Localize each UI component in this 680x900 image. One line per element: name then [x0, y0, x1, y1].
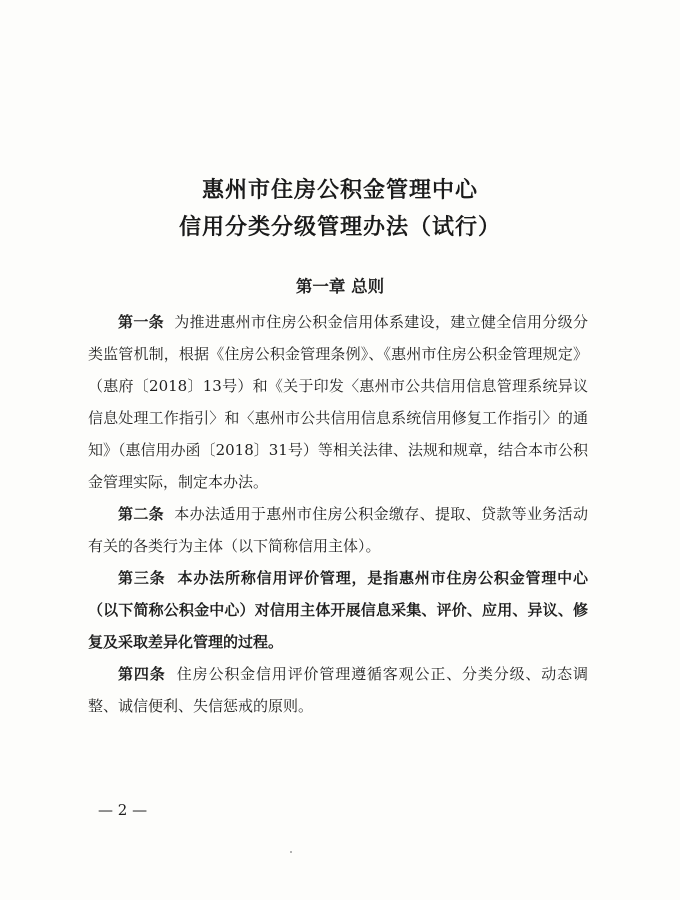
title-line-1: 惠州市住房公积金管理中心	[201, 178, 478, 203]
article-3-text: 本办法所称信用评价管理，是指惠州市住房公积金管理中心（以下简称公积金中心）对信用主体开展信息采集、评价、应用、异议、修复及采取差异化管理的过程。	[88, 569, 588, 651]
article-1-text: 为推进惠州市住房公积金信用体系建设，建立健全信用分级分类监管机制，根据《住房公积金管理条例》、《惠州市住房公积金管理规定》（惠府〔2018〕13号）和《关于印发〈惠州市公共信用信息管理系统异议信息处理工作指引〉和〈惠州市公共信用信息系统信用修复工作指引〉的通知》（惠信用办函〔2018〕31号）等相关法律、法规和规章，结合本市公积金管理实际，制定本办法。	[88, 313, 588, 491]
article-4-label: 第四条	[118, 665, 166, 683]
title-line-2: 信用分类分级管理办法（试行）	[178, 215, 501, 240]
scan-speck	[290, 851, 292, 853]
article-1-label: 第一条	[118, 313, 165, 331]
article-1	[88, 306, 588, 498]
document-body	[88, 306, 588, 722]
article-2-text: 本办法适用于惠州市住房公积金缴存、提取、贷款等业务活动有关的各类行为主体（以下简称信用主体）。	[88, 505, 588, 555]
article-4	[88, 658, 588, 722]
page-number: — 2 —	[98, 801, 148, 819]
article-3-label: 第三条	[118, 569, 166, 587]
article-2-label: 第二条	[118, 505, 165, 523]
document-title	[0, 172, 680, 246]
article-4-text: 住房公积金信用评价管理遵循客观公正、分类分级、动态调整、诚信便利、失信惩戒的原则。	[88, 665, 588, 715]
article-3	[88, 562, 588, 658]
chapter-heading: 第一章 总则	[295, 277, 385, 296]
article-2	[88, 498, 588, 562]
